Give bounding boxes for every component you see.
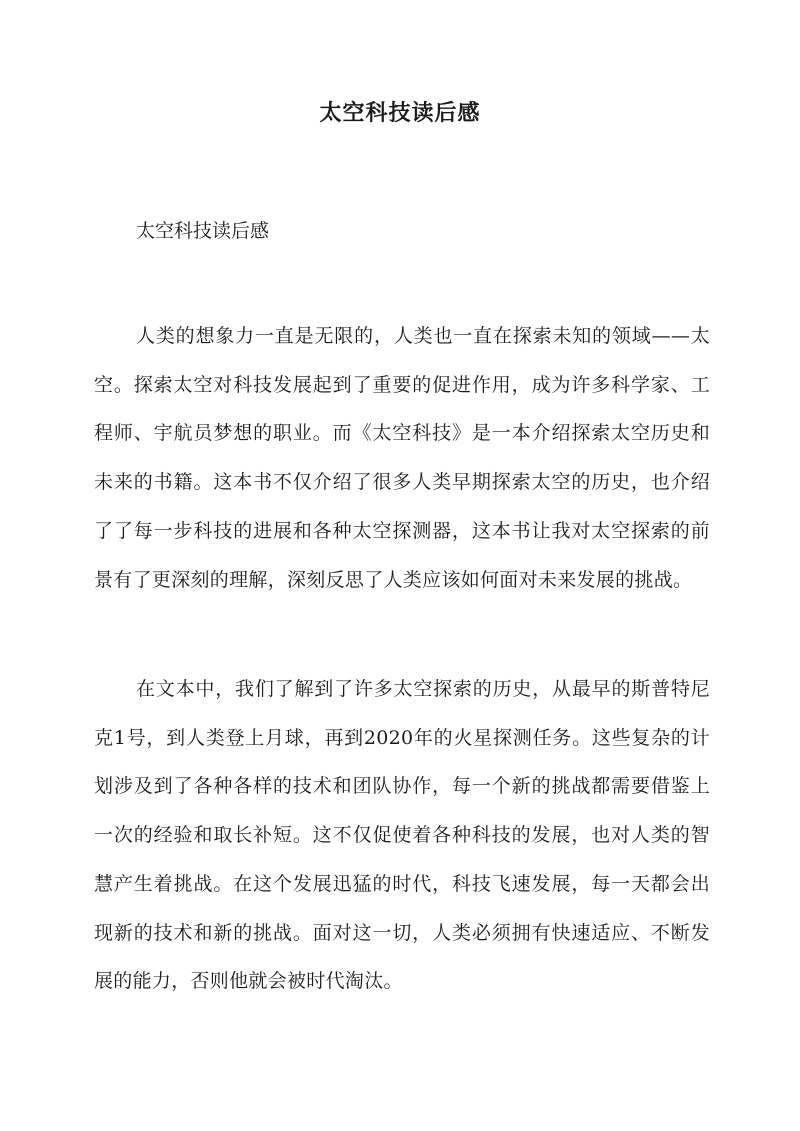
section-heading: 太空科技读后感 <box>136 220 270 242</box>
page-title: 太空科技读后感 <box>319 100 481 126</box>
paragraph-2: 在文本中，我们了解到了许多太空探索的历史，从最早的斯普特尼克1号，到人类登上月球，再到2020年的火星探测任务。这些复杂的计划涉及到了各种各样的技术和团队协作，每一个新的挑战都需要借鉴上一次的经验和取长补短。这不仅促使着各种科技的发展，也对人类的智慧产生着挑战。在这个发展迅猛的时代，科技飞速发展，每一天都会出现新的技术和新的挑战。面对这一切，人类必须拥有快速适应、不断发展的能力，否则他就会被时代淘汰。 <box>94 678 710 993</box>
paragraph-1: 人类的想象力一直是无限的，人类也一直在探索未知的领域——太空。探索太空对科技发展起到了重要的促进作用，成为许多科学家、工程师、宇航员梦想的职业。而《太空科技》是一本介绍探索太空历史和未来的书籍。这本书不仅介绍了很多人类早期探索太空的历史，也介绍了了每一步科技的进展和各种太空探测器，这本书让我对太空探索的前景有了更深刻的理解，深刻反思了人类应该如何面对未来发展的挑战。 <box>94 325 710 591</box>
